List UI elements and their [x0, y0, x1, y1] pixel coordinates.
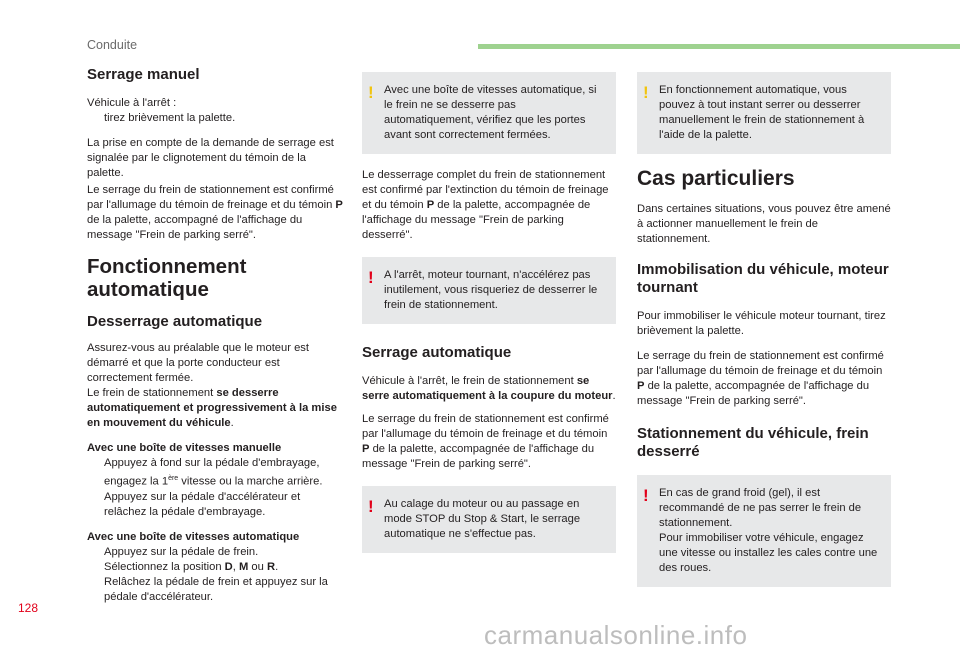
info-icon: !	[368, 83, 374, 102]
manual-gearbox-list	[87, 456, 345, 520]
column-1	[87, 66, 345, 613]
info-box-manual-override: ! En fonctionnement automatique, vous pouvez à tout instant serrer ou desserrer manuellement le frein de stationnement à l'aide de la palette.	[637, 72, 891, 154]
auto-apply-paragraph-1: Véhicule à l'arrêt, le frein de stationnement se serre automatiquement à la coupure du moteur.	[362, 375, 616, 402]
warning-box-accelerate: ! A l'arrêt, moteur tournant, n'accélérez pas inutilement, vous risqueriez de desserrer le frein de stationnement.	[362, 257, 616, 324]
list-item: Appuyez à fond sur la pédale d'embrayage, engagez la 1ère vitesse ou la marche arrière.	[104, 457, 323, 488]
auto-release-paragraph-1: Assurez-vous au préalable que le moteur est démarré et que la porte conducteur est correctement fermée.	[87, 342, 310, 384]
manual-apply-list	[87, 111, 345, 126]
immobilisation-paragraph-1: Pour immobiliser le véhicule moteur tournant, tirez brièvement la palette.	[637, 310, 886, 337]
section-header: Conduite	[87, 38, 138, 52]
warning-box-stop-start: ! Au calage du moteur ou au passage en mode STOP du Stop & Start, le serrage automatique ne s'effectue pas.	[362, 486, 616, 553]
list-item: Appuyez sur la pédale d'accélérateur et relâchez la pédale d'embrayage.	[104, 490, 301, 518]
watermark: carmanualsonline.info	[484, 620, 748, 649]
list-item: tirez brièvement la palette.	[104, 112, 236, 124]
manual-apply-heading: Serrage manuel	[87, 66, 200, 83]
auto-release-heading: Desserrage automatique	[87, 313, 263, 330]
auto-apply-paragraph-2: Le serrage du frein de stationnement est confirmé par l'allumage du témoin de freinage et du témoin P de la palette, accompagnée de l'affichage du message "Frein de parking serré".	[362, 413, 609, 470]
warning-icon: !	[368, 268, 374, 287]
warning-icon: !	[368, 497, 374, 516]
parking-released-heading: Stationnement du véhicule, frein desserré	[637, 425, 869, 460]
warning-box-cold-weather: ! En cas de grand froid (gel), il est recommandé de ne pas serrer le frein de stationnement. Pour immobiliser votre véhicule, engagez une vitesse ou installez les cales contre une des roues.	[637, 475, 891, 587]
column-2	[362, 72, 616, 567]
auto-release-paragraph-2: Le frein de stationnement se desserre automatiquement et progressivement à la mise en mouvement du véhicule.	[87, 387, 337, 429]
page-number: 128	[18, 601, 39, 615]
auto-operation-heading: Fonctionnement automatique	[87, 255, 247, 301]
manual-gearbox-subheading: Avec une boîte de vitesses manuelle	[87, 442, 282, 454]
section-accent-bar	[478, 44, 960, 49]
column-3	[637, 72, 891, 601]
manual-apply-paragraph-2: Le serrage du frein de stationnement est confirmé par l'allumage du témoin de freinage et du témoin P de la palette, accompagné de l'affichage du message "Frein de parking serré".	[87, 184, 343, 241]
special-cases-heading: Cas particuliers	[637, 167, 795, 190]
auto-gearbox-subheading: Avec une boîte de vitesses automatique	[87, 530, 300, 543]
warning-icon: !	[643, 486, 649, 505]
auto-apply-heading: Serrage automatique	[362, 344, 512, 361]
list-item: Relâchez la pédale de frein et appuyez sur la pédale d'accélérateur.	[104, 575, 328, 603]
immobilisation-heading: Immobilisation du véhicule, moteur tournant	[637, 261, 889, 296]
info-icon: !	[643, 83, 649, 102]
manual-apply-intro: Véhicule à l'arrêt :	[87, 97, 177, 109]
info-box-doors: ! Avec une boîte de vitesses automatique, si le frein ne se desserre pas automatiquement, vérifiez que les portes avant sont correctement fermées.	[362, 72, 616, 154]
special-cases-paragraph: Dans certaines situations, vous pouvez être amené à actionner manuellement le frein de stationnement.	[637, 203, 891, 245]
auto-gearbox-list	[87, 545, 345, 605]
list-item: Sélectionnez la position D, M ou R.	[104, 560, 279, 573]
release-confirmation-paragraph: Le desserrage complet du frein de stationnement est confirmé par l'extinction du témoin de freinage et du témoin P de la palette, accompagnée de l'affichage du message "Frein de parking desserré".	[362, 169, 609, 241]
list-item: Appuyez sur la pédale de frein.	[104, 545, 259, 558]
immobilisation-paragraph-2: Le serrage du frein de stationnement est confirmé par l'allumage du témoin de freinage et du témoin P de la palette, accompagnée de l'affichage du message "Frein de parking serré".	[637, 350, 884, 407]
manual-apply-paragraph-1: La prise en compte de la demande de serrage est signalée par le clignotement du témoin de la palette.	[87, 137, 334, 179]
